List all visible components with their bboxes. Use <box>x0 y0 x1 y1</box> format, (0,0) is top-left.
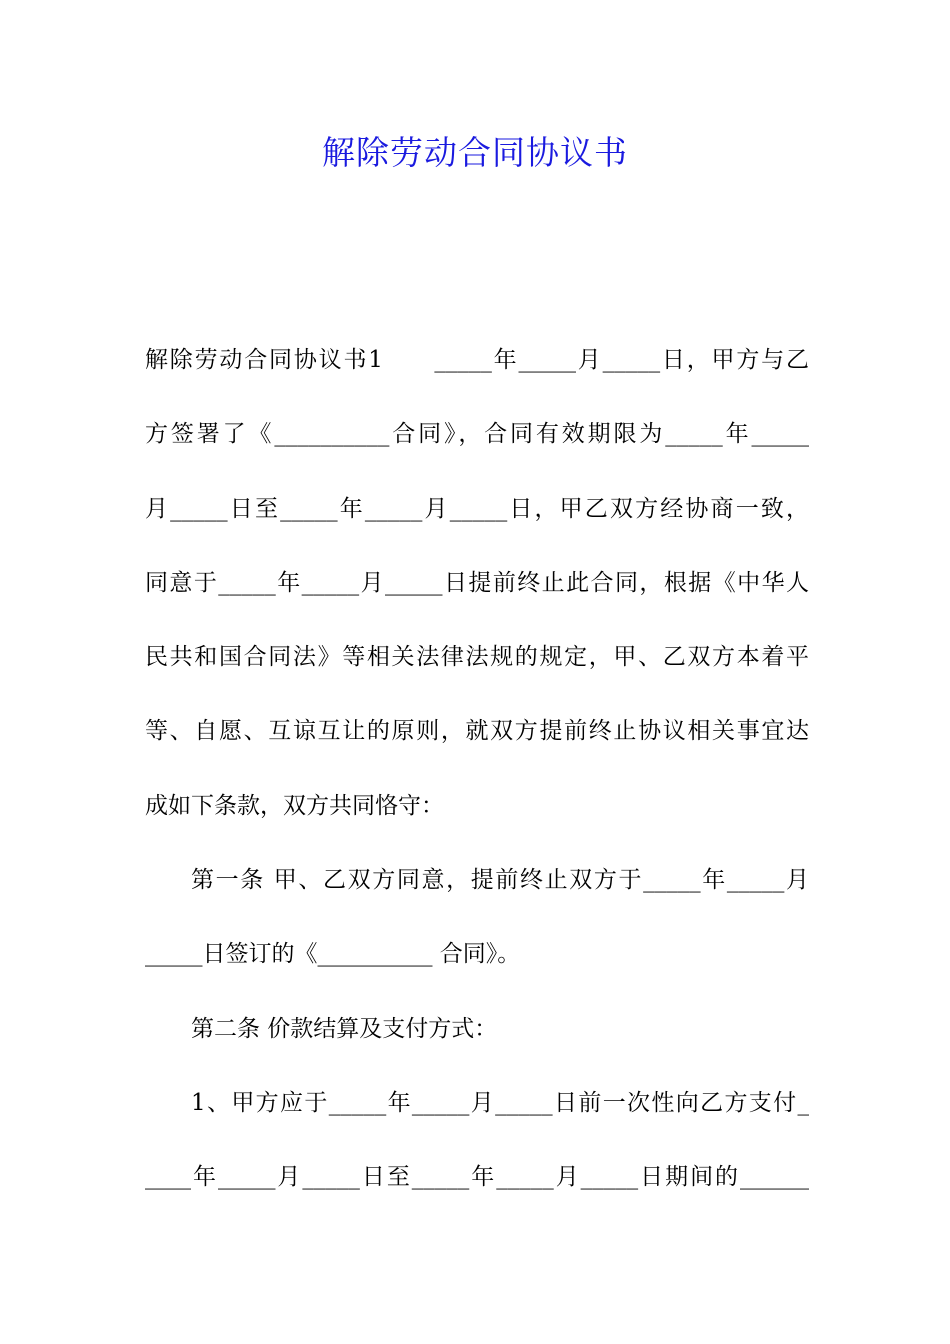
body-line-2: 方签署了《__________合同》，合同有效期限为_____年_____ <box>145 421 809 448</box>
body-line-7: 成如下条款，双方共同恪守： <box>145 792 444 819</box>
document-body <box>145 338 809 1230</box>
body-line-1: 解除劳动合同协议书1 _____年_____月_____日，甲方与乙 <box>145 347 809 373</box>
article-2-heading: 第二条 价款结算及支付方式： <box>191 1015 498 1042</box>
article-2-item-1-line-2: ____年_____月_____日至_____年_____月_____日期间的______ <box>145 1164 809 1191</box>
body-line-5: 民共和国合同法》等相关法律法规的规定，甲、乙双方本着平 <box>145 644 809 671</box>
body-line-3: 月_____日至_____年_____月_____日，甲乙双方经协商一致， <box>145 495 809 522</box>
article-2-item-1-line-1: 1、甲方应于_____年_____月_____日前一次性向乙方支付_ <box>191 1089 809 1116</box>
article-1-line-2: _____日签订的《__________ 合同》。 <box>145 941 521 968</box>
body-line-6: 等、自愿、互谅互让的原则，就双方提前终止协议相关事宜达 <box>145 718 809 745</box>
article-1-line-1: 第一条 甲、乙双方同意，提前终止双方于_____年_____月 <box>191 867 809 894</box>
body-line-4: 同意于_____年_____月_____日提前终止此合同，根据《中华人 <box>145 569 809 596</box>
document-title: 解除劳动合同协议书 <box>322 133 628 172</box>
